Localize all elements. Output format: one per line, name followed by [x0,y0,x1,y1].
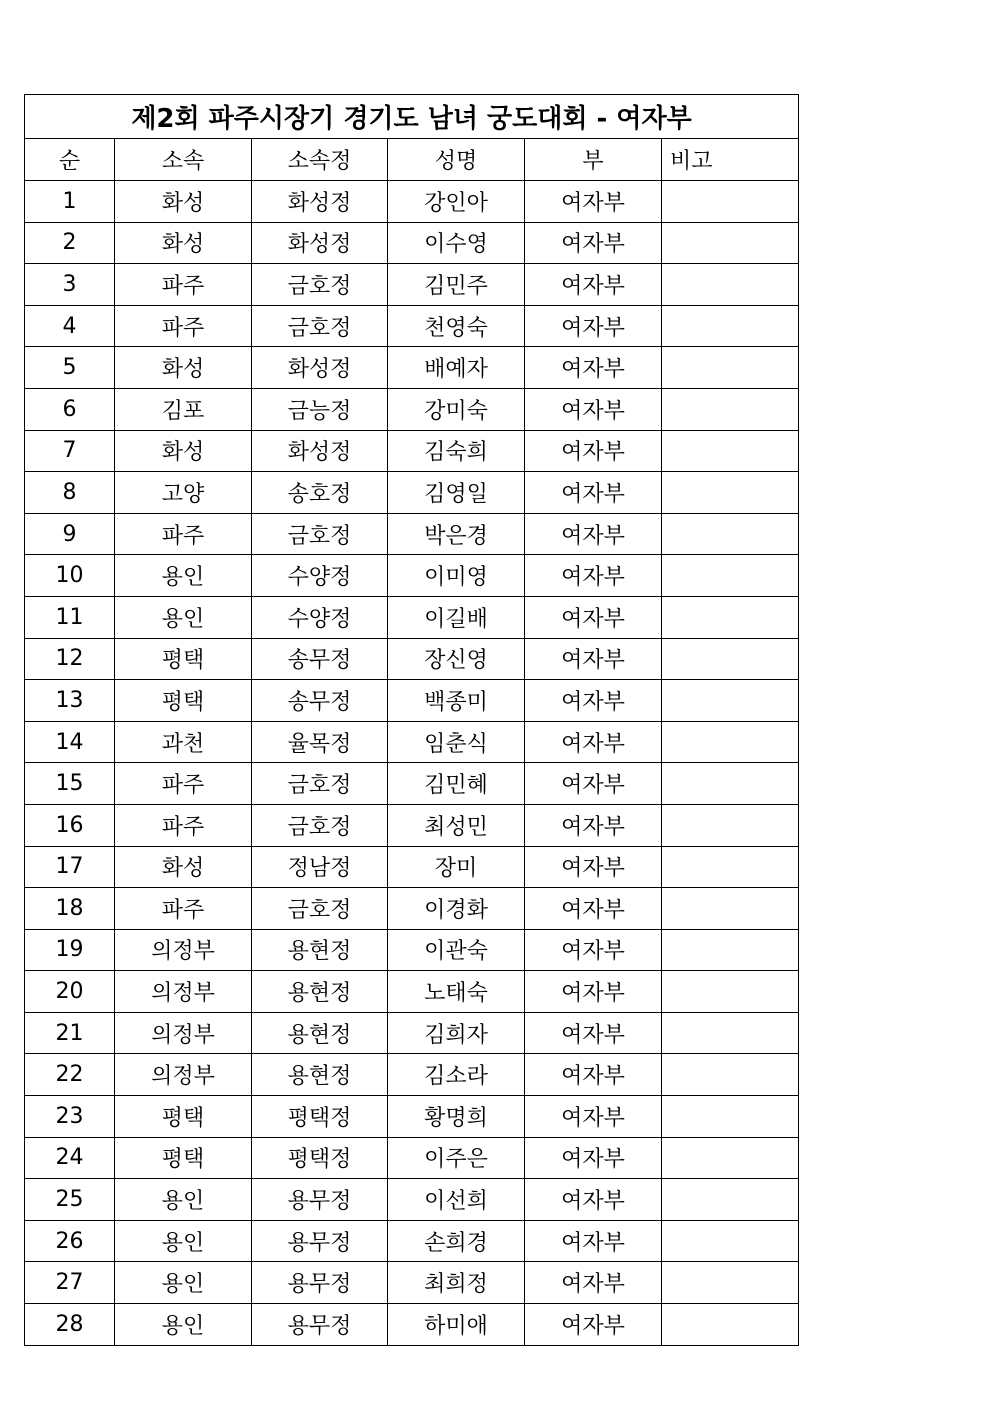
cell-club: 평택정 [252,1096,388,1138]
table-row [25,1179,799,1221]
cell-club: 용무정 [252,1262,388,1304]
table-row [25,388,799,430]
cell-name: 김민주 [388,264,525,306]
cell-name: 백종미 [388,680,525,722]
cell-affiliation: 용인 [115,1179,252,1221]
cell-name: 이선희 [388,1179,525,1221]
cell-no: 14 [25,721,115,763]
cell-name: 최성민 [388,804,525,846]
cell-name: 김소라 [388,1054,525,1096]
cell-affiliation: 고양 [115,472,252,514]
cell-no: 10 [25,555,115,597]
cell-name: 김영일 [388,472,525,514]
table-row [25,1220,799,1262]
table-row [25,513,799,555]
cell-club: 송무정 [252,638,388,680]
cell-division: 여자부 [525,596,662,638]
cell-affiliation: 용인 [115,596,252,638]
table-row [25,1304,799,1346]
table-row [25,472,799,514]
cell-club: 화성정 [252,181,388,223]
cell-club: 용현정 [252,1012,388,1054]
cell-no: 18 [25,888,115,930]
cell-note [662,971,799,1013]
cell-affiliation: 평택 [115,680,252,722]
cell-note [662,721,799,763]
cell-name: 강인아 [388,181,525,223]
cell-division: 여자부 [525,1304,662,1346]
cell-affiliation: 파주 [115,888,252,930]
cell-affiliation: 평택 [115,1096,252,1138]
header-division: 부 [525,139,662,181]
cell-name: 손희경 [388,1220,525,1262]
cell-note [662,1179,799,1221]
cell-note [662,929,799,971]
cell-note [662,846,799,888]
cell-no: 9 [25,513,115,555]
cell-note [662,1096,799,1138]
cell-affiliation: 의정부 [115,1012,252,1054]
cell-club: 금호정 [252,305,388,347]
cell-affiliation: 화성 [115,222,252,264]
cell-club: 율목정 [252,721,388,763]
cell-club: 수양정 [252,596,388,638]
cell-no: 24 [25,1137,115,1179]
cell-no: 1 [25,181,115,223]
cell-name: 강미숙 [388,388,525,430]
cell-name: 하미애 [388,1304,525,1346]
cell-affiliation: 파주 [115,513,252,555]
cell-division: 여자부 [525,181,662,223]
cell-note [662,1220,799,1262]
cell-note [662,1137,799,1179]
cell-name: 김민혜 [388,763,525,805]
cell-club: 용무정 [252,1179,388,1221]
table-row [25,971,799,1013]
cell-division: 여자부 [525,388,662,430]
cell-note [662,888,799,930]
cell-club: 금호정 [252,513,388,555]
table-row [25,181,799,223]
cell-division: 여자부 [525,971,662,1013]
cell-affiliation: 용인 [115,555,252,597]
cell-division: 여자부 [525,1220,662,1262]
cell-affiliation: 평택 [115,1137,252,1179]
table-row [25,638,799,680]
cell-note [662,1304,799,1346]
cell-no: 28 [25,1304,115,1346]
cell-name: 노태숙 [388,971,525,1013]
cell-club: 화성정 [252,222,388,264]
cell-note [662,181,799,223]
cell-division: 여자부 [525,347,662,389]
cell-division: 여자부 [525,763,662,805]
cell-note [662,1262,799,1304]
cell-division: 여자부 [525,846,662,888]
cell-affiliation: 파주 [115,763,252,805]
cell-affiliation: 용인 [115,1304,252,1346]
header-row [25,139,799,181]
cell-affiliation: 화성 [115,430,252,472]
cell-division: 여자부 [525,1179,662,1221]
cell-no: 2 [25,222,115,264]
header-no: 순 [25,139,115,181]
cell-name: 박은경 [388,513,525,555]
table-row [25,929,799,971]
cell-name: 이주은 [388,1137,525,1179]
table-row [25,596,799,638]
cell-name: 김희자 [388,1012,525,1054]
cell-note [662,804,799,846]
cell-name: 배예자 [388,347,525,389]
cell-affiliation: 파주 [115,305,252,347]
cell-no: 12 [25,638,115,680]
cell-division: 여자부 [525,555,662,597]
cell-division: 여자부 [525,680,662,722]
cell-club: 송호정 [252,472,388,514]
cell-affiliation: 용인 [115,1262,252,1304]
cell-division: 여자부 [525,1054,662,1096]
cell-club: 용현정 [252,1054,388,1096]
cell-division: 여자부 [525,430,662,472]
cell-no: 27 [25,1262,115,1304]
table-row [25,305,799,347]
cell-note [662,555,799,597]
cell-division: 여자부 [525,1096,662,1138]
cell-note [662,347,799,389]
table-row [25,804,799,846]
cell-affiliation: 화성 [115,347,252,389]
cell-name: 이미영 [388,555,525,597]
header-club: 소속정 [252,139,388,181]
cell-name: 천영숙 [388,305,525,347]
cell-note [662,1054,799,1096]
cell-club: 화성정 [252,347,388,389]
cell-division: 여자부 [525,888,662,930]
cell-club: 금호정 [252,763,388,805]
cell-division: 여자부 [525,513,662,555]
cell-note [662,472,799,514]
cell-affiliation: 김포 [115,388,252,430]
cell-name: 이경화 [388,888,525,930]
table-row [25,763,799,805]
cell-club: 용현정 [252,971,388,1013]
cell-club: 금능정 [252,388,388,430]
cell-affiliation: 용인 [115,1220,252,1262]
cell-name: 이수영 [388,222,525,264]
cell-affiliation: 화성 [115,181,252,223]
table-row [25,1054,799,1096]
cell-club: 용무정 [252,1304,388,1346]
cell-club: 정남정 [252,846,388,888]
cell-no: 21 [25,1012,115,1054]
table-row [25,1137,799,1179]
cell-division: 여자부 [525,721,662,763]
table-row [25,680,799,722]
cell-note [662,1012,799,1054]
cell-note [662,388,799,430]
cell-no: 5 [25,347,115,389]
cell-no: 25 [25,1179,115,1221]
cell-name: 이길배 [388,596,525,638]
cell-division: 여자부 [525,222,662,264]
cell-club: 용무정 [252,1220,388,1262]
cell-note [662,513,799,555]
cell-club: 화성정 [252,430,388,472]
cell-name: 임춘식 [388,721,525,763]
document-title: 제2회 파주시장기 경기도 남녀 궁도대회 - 여자부 [25,95,799,139]
table-body [25,181,799,1346]
cell-club: 송무정 [252,680,388,722]
cell-no: 19 [25,929,115,971]
table-row [25,430,799,472]
table-row [25,846,799,888]
cell-club: 금호정 [252,804,388,846]
cell-division: 여자부 [525,929,662,971]
cell-no: 23 [25,1096,115,1138]
cell-note [662,763,799,805]
cell-affiliation: 의정부 [115,1054,252,1096]
cell-name: 황명희 [388,1096,525,1138]
cell-division: 여자부 [525,638,662,680]
cell-affiliation: 의정부 [115,971,252,1013]
table-row [25,222,799,264]
roster-table [24,94,799,1346]
cell-note [662,305,799,347]
cell-affiliation: 파주 [115,264,252,306]
header-affiliation: 소속 [115,139,252,181]
table-row [25,1096,799,1138]
cell-division: 여자부 [525,1137,662,1179]
cell-club: 수양정 [252,555,388,597]
header-name: 성명 [388,139,525,181]
cell-affiliation: 의정부 [115,929,252,971]
cell-division: 여자부 [525,804,662,846]
cell-name: 김숙희 [388,430,525,472]
cell-no: 4 [25,305,115,347]
cell-division: 여자부 [525,305,662,347]
cell-division: 여자부 [525,1262,662,1304]
table-row [25,347,799,389]
table-row [25,888,799,930]
table-row [25,1012,799,1054]
cell-division: 여자부 [525,1012,662,1054]
cell-note [662,430,799,472]
cell-no: 13 [25,680,115,722]
table-row [25,555,799,597]
cell-name: 장미 [388,846,525,888]
cell-affiliation: 평택 [115,638,252,680]
cell-name: 장신영 [388,638,525,680]
table-row [25,264,799,306]
cell-note [662,596,799,638]
cell-no: 3 [25,264,115,306]
cell-club: 금호정 [252,888,388,930]
cell-no: 17 [25,846,115,888]
cell-affiliation: 과천 [115,721,252,763]
cell-name: 이관숙 [388,929,525,971]
cell-affiliation: 파주 [115,804,252,846]
table-row [25,721,799,763]
cell-club: 용현정 [252,929,388,971]
cell-note [662,264,799,306]
cell-no: 15 [25,763,115,805]
cell-note [662,222,799,264]
cell-no: 20 [25,971,115,1013]
cell-no: 22 [25,1054,115,1096]
cell-note [662,680,799,722]
cell-affiliation: 화성 [115,846,252,888]
cell-club: 금호정 [252,264,388,306]
cell-division: 여자부 [525,264,662,306]
cell-no: 6 [25,388,115,430]
cell-note [662,638,799,680]
cell-no: 7 [25,430,115,472]
cell-name: 최희정 [388,1262,525,1304]
cell-division: 여자부 [525,472,662,514]
cell-no: 16 [25,804,115,846]
cell-club: 평택정 [252,1137,388,1179]
cell-no: 26 [25,1220,115,1262]
cell-no: 11 [25,596,115,638]
cell-no: 8 [25,472,115,514]
table-row [25,1262,799,1304]
header-note: 비고 [662,139,799,181]
